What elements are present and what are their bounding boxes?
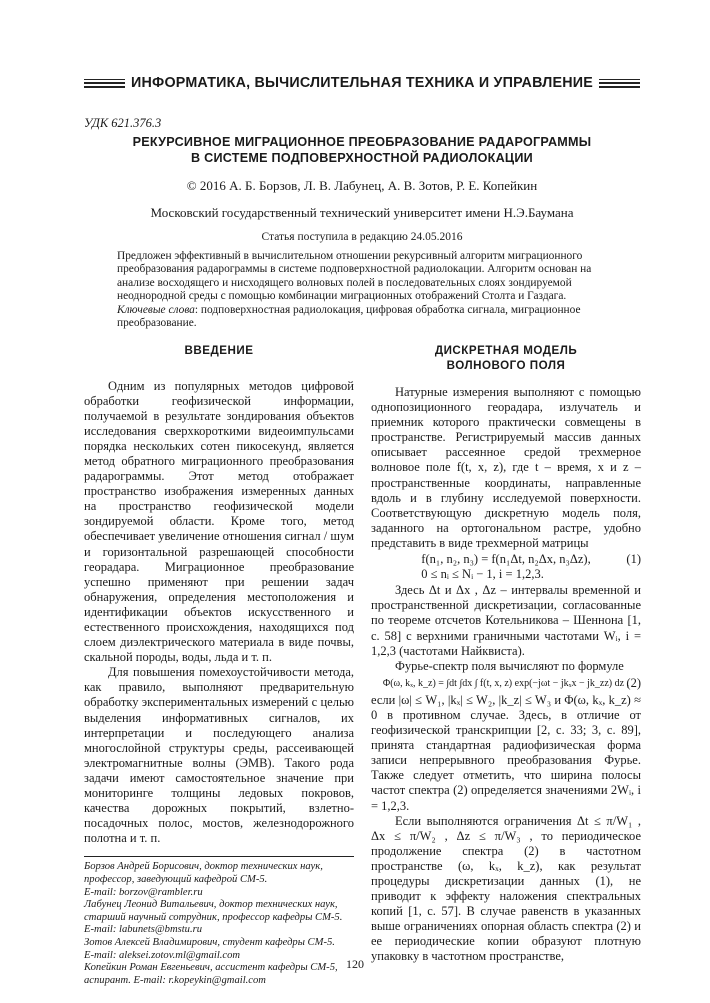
intro-paragraph-2: Для повышения помехоустойчивости метода, как правило, выполняют предварительную обработку экспериментальных измерений с целью выделения информативных сигналов, их интерпретации и последующего анализа многослойной структуры среды, рассеивающей электромагнитные волны (ЭМВ). Такого рода задачи имеют самостоятельное значение при мониторинге толщины ледовых покровов, качества дорожных покрытий, взлетно-посадочных полос, мостов, железнодорожного полотна и т. п. [84, 665, 354, 846]
model-heading-line-1: ДИСКРЕТНАЯ МОДЕЛЬ [434, 344, 578, 357]
model-paragraph-5: Если выполняются ограничения Δt ≤ π/W₁ , Δx ≤ π/W₂ , Δz ≤ π/W₃ , то периодическое продолжение спектра (2) в частотном пространстве (ω, kₓ, k_z), как результат процедуры дискретизации данных (1), не приводит к эффекту наложения спектральных копий [1, с. 57]. В случае равенств в указанных выше ограничениях опорная область спектра (2) и ее периодические копии образуют плотную упаковку в частотном пространстве, [371, 813, 641, 964]
authors: © 2016 А. Б. Борзов, Л. В. Лабунец, А. В. Зотов, Р. Е. Копейкин [186, 178, 538, 193]
model-paragraph-1: Натурные измерения выполняют с помощью однопозиционного георадара, излучатель и приемник которого практически совмещены в пространстве. Регистрируемый массив данных описывает рассеянное средой трехмерное волновое поле f(t, x, z), где t – время, x и z – пространственные координаты, направленные вдоль и в глубину исследуемой поверхности. Соответствующую дискретную модель поля, заданного на ортогональном растре, удобно представить в виде трехмерной матрицы [371, 385, 641, 550]
footnote-line: E-mail: aleksei.zotov.ml@gmail.com [84, 949, 241, 961]
right-column [371, 340, 641, 965]
footnote-line: E-mail: borzov@rambler.ru [84, 886, 203, 898]
footnote-line: Зотов Алексей Владимирович, студент кафедры СМ-5. [84, 936, 335, 948]
equation-1-number: (1) [626, 552, 641, 567]
received-date: Статья поступила в редакцию 24.05.2016 [261, 231, 463, 243]
equation-2-formula: Φ(ω, kₓ, k_z) = ∫dt ∫dx ∫ f(t, x, z) exp(−jωt − jkₓx − jk_zz) dz , [382, 677, 630, 689]
equation-1-line-2: 0 ≤ nᵢ ≤ Nᵢ − 1, i = 1,2,3. [421, 567, 544, 582]
section-header [84, 72, 640, 94]
footnote-line: Борзов Андрей Борисович, доктор технических наук, профессор, заведующий кафедрой СМ-5. [84, 861, 323, 885]
footnote-line: Копейкин Роман Евгеньевич, ассистент кафедры СМ-5, аспирант. E-mail: r.kopeykin@gmail.com [84, 962, 338, 986]
title-line-2: В СИСТЕМЕ ПОДПОВЕРХНОСТНОЙ РАДИОЛОКАЦИИ [191, 150, 533, 165]
footnote-rule [84, 856, 354, 857]
model-paragraph-4: если |ω| ≤ W₁, |kₓ| ≤ W₂, |k_z| ≤ W₃ и Φ(ω, kₓ, k_z) ≈ 0 в противном случае. Здесь, в отличие от геофизической транскрипции [2, с. 33; 3, с. 89], принята стандартная радиофизическая форма записи непрерывного преобразования Фурье. Также следует отметить, что ширина полосы частот спектра (2) определяется значениями 2Wᵢ, i = 1,2,3. [371, 692, 641, 813]
footnote-line: Лабунец Леонид Витальевич, доктор технических наук, старший научный сотрудник, профессор кафедры СМ-5. [84, 899, 343, 923]
udc-code: УДК 621.376.3 [84, 116, 162, 130]
model-heading [371, 344, 641, 373]
model-paragraph-2: Здесь Δt и Δx , Δz – интервалы временной и пространственной дискретизации, согласованные по теореме отсчетов Котельникова – Шеннона [1, с. 58] с верхними граничными частотами Wᵢ, i = 1,2,3 (частотами Найквиста). [371, 583, 641, 658]
keywords-label: Ключевые слова [117, 303, 195, 316]
intro-paragraph-1: Одним из популярных методов цифровой обработки геофизической информации, получаемой в результате зондирования объектов исследования сверхкороткими видеоимпульсами порядка нескольких сотен пикосекунд, является метод обратного миграционного преобразования радарограммы. Этот метод отображает пространство изображения измеренных данных на пространство геофизической модели зондируемой области. Кроме того, метод обеспечивает увеличение отношения сигнал / шум и горизонтальной разрешающей способности георадара. Миграционное преобразование успешно применяют при решении задач обнаружения, определения местоположения и идентификации объектов искусственного и естественного происхождения, находящихся под слоем диэлектрического материала в виде почвы, скальной породы, воды, льда и т. п. [84, 378, 354, 665]
equation-1-line-1: f(n₁, n₂, n₃) = f(n₁Δt, n₂Δx, n₃Δz), [421, 552, 591, 567]
page-number: 120 [346, 957, 364, 971]
keywords [117, 304, 609, 331]
header-rule-right [599, 79, 640, 88]
left-column [84, 340, 354, 987]
equation-2-number: (2) [626, 675, 641, 690]
model-paragraph-3: Фурье-спектр поля вычисляют по формуле [395, 658, 624, 673]
abstract-text: Предложен эффективный в вычислительном отношении рекурсивный алгоритм миграционного преобразования радарограммы в системе подповерхностной радиолокации. Алгоритм основан на анализе восходящего и нисходящего волновых полей в последовательных слоях зондируемой неоднородной среды с помощью комбинации миграционных отображений Столта и Газдага. [117, 250, 592, 303]
article-title [84, 135, 640, 166]
footnote-line: E-mail: labunets@bmstu.ru [84, 924, 203, 936]
equation-1 [371, 552, 641, 582]
abstract [117, 250, 609, 330]
section-title: ИНФОРМАТИКА, ВЫЧИСЛИТЕЛЬНАЯ ТЕХНИКА И УПРАВЛЕНИЕ [131, 75, 593, 91]
keywords-text: : подповерхностная радиолокация, цифровая обработка сигнала, миграционное преобразование. [117, 303, 581, 330]
affiliation: Московский государственный технический университет имени Н.Э.Баумана [150, 205, 574, 220]
model-heading-line-2: ВОЛНОВОГО ПОЛЯ [446, 358, 566, 372]
intro-heading: ВВЕДЕНИЕ [184, 344, 254, 357]
header-rule-left [84, 79, 125, 88]
equation-2 [371, 676, 641, 691]
title-line-1: РЕКУРСИВНОЕ МИГРАЦИОННОЕ ПРЕОБРАЗОВАНИЕ РАДАРОГРАММЫ [132, 135, 592, 149]
